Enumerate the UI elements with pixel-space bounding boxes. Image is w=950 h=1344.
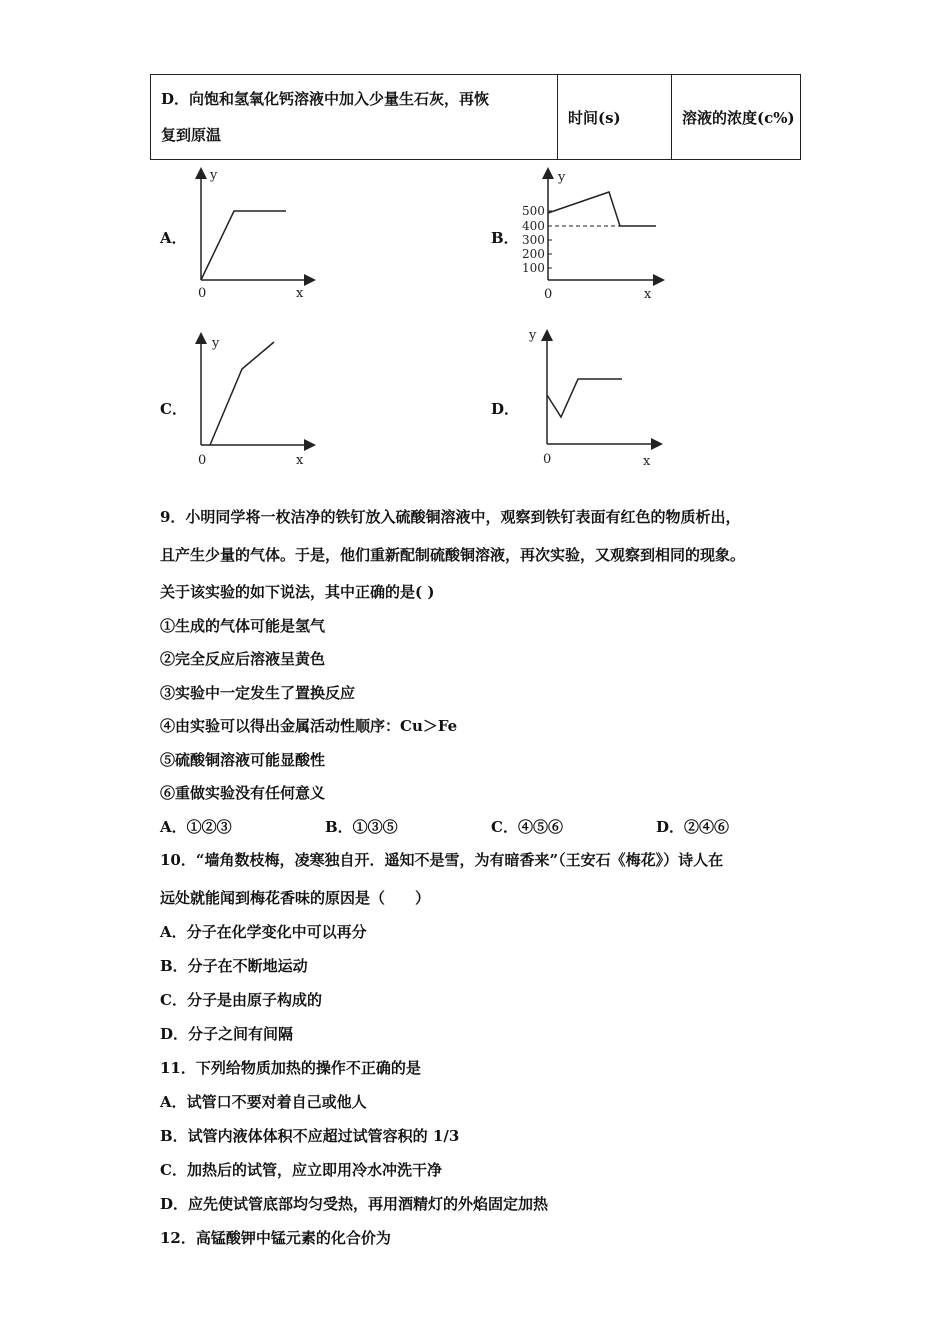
y-axis-letter: y xyxy=(210,168,218,183)
option-d-table xyxy=(150,74,801,160)
x-axis-letter: x xyxy=(644,287,652,302)
q11-option-b[interactable]: B．试管内液体体积不应超过试管容积的 1/3 xyxy=(160,1127,460,1145)
tick-label-200: 200 xyxy=(522,247,545,261)
q9-statement-3: ③实验中一定发生了置换反应 xyxy=(160,684,356,702)
graph-b xyxy=(516,165,666,305)
tick-label-400: 400 xyxy=(522,219,545,233)
q11-option-d[interactable]: D．应先使试管底部均匀受热，再用酒精灯的外焰固定加热 xyxy=(160,1195,549,1213)
q9-option-c[interactable]: C．④⑤⑥ xyxy=(491,818,563,836)
q10-option-c[interactable]: C．分子是由原子构成的 xyxy=(160,991,322,1009)
q10-option-d[interactable]: D．分子之间有间隔 xyxy=(160,1025,294,1043)
q9-statement-4: ④由实验可以得出金属活动性顺序：Cu＞Fe xyxy=(160,717,458,735)
q9-statement-6: ⑥重做实验没有任何意义 xyxy=(160,784,326,802)
graph-a xyxy=(190,165,320,305)
q10-stem-line1: 10．“墙角数枝梅，凌寒独自开．遥知不是雪，为有暗香来”（王安石《梅花》）诗人在 xyxy=(160,851,724,869)
q9-option-a[interactable]: A．①②③ xyxy=(160,818,232,836)
q10-stem-line2: 远处就能闻到梅花香味的原因是（ ） xyxy=(160,889,431,907)
tick-label-100: 100 xyxy=(522,261,545,275)
y-axis-label-cell: 溶液的浓度(c%) xyxy=(672,75,801,160)
q9-stem-line1: 9．小明同学将一枚洁净的铁钉放入硫酸铜溶液中，观察到铁钉表面有红色的物质析出， xyxy=(160,508,741,526)
x-axis-letter: x xyxy=(296,286,304,301)
q9-statement-5: ⑤硫酸铜溶液可能显酸性 xyxy=(160,751,326,769)
q12-stem: 12．高锰酸钾中锰元素的化合价为 xyxy=(160,1229,391,1247)
graph-c-label: C． xyxy=(160,400,187,418)
q11-stem: 11．下列给物质加热的操作不正确的是 xyxy=(160,1059,421,1077)
x-axis-letter: x xyxy=(296,453,304,468)
q10-option-a[interactable]: A．分子在化学变化中可以再分 xyxy=(160,923,367,941)
option-d-line1: D．向饱和氢氧化钙溶液中加入少量生石灰，再恢 xyxy=(161,90,490,108)
option-d-cell xyxy=(151,75,558,160)
graph-d xyxy=(525,325,665,473)
graph-b-label: B． xyxy=(491,229,519,247)
curve-c xyxy=(210,342,274,445)
origin-label: 0 xyxy=(544,287,553,302)
curve-d xyxy=(547,379,622,417)
x-axis-label-cell: 时间(s) xyxy=(558,75,672,160)
y-axis-letter: y xyxy=(558,170,566,185)
y-axis-letter: y xyxy=(529,328,537,343)
q9-stem-line2: 且产生少量的气体。于是，他们重新配制硫酸铜溶液，再次实验，又观察到相同的现象。 xyxy=(160,546,746,564)
q9-stem-line3: 关于该实验的如下说法，其中正确的是( ) xyxy=(160,583,435,601)
y-axis-letter: y xyxy=(212,336,220,351)
origin-label: 0 xyxy=(543,452,552,467)
graph-a-label: A． xyxy=(160,229,187,247)
table-row xyxy=(151,75,801,160)
curve-a xyxy=(201,211,286,280)
graph-d-label: D． xyxy=(491,400,520,418)
tick-label-300: 300 xyxy=(522,233,545,247)
q9-statement-2: ②完全反应后溶液呈黄色 xyxy=(160,650,326,668)
q9-option-d[interactable]: D．②④⑥ xyxy=(656,818,730,836)
curve-b xyxy=(548,192,656,226)
graph-c xyxy=(190,332,320,472)
q11-option-a[interactable]: A．试管口不要对着自己或他人 xyxy=(160,1093,367,1111)
x-axis-letter: x xyxy=(643,454,651,469)
q9-statement-1: ①生成的气体可能是氢气 xyxy=(160,617,326,635)
option-d-line2: 复到原温 xyxy=(161,126,222,144)
q11-option-c[interactable]: C．加热后的试管，应立即用冷水冲洗干净 xyxy=(160,1161,442,1179)
q9-option-b[interactable]: B．①③⑤ xyxy=(325,818,398,836)
origin-label: 0 xyxy=(198,286,207,301)
q10-option-b[interactable]: B．分子在不断地运动 xyxy=(160,957,308,975)
tick-label-500: 500 xyxy=(522,204,545,218)
origin-label: 0 xyxy=(198,453,207,468)
